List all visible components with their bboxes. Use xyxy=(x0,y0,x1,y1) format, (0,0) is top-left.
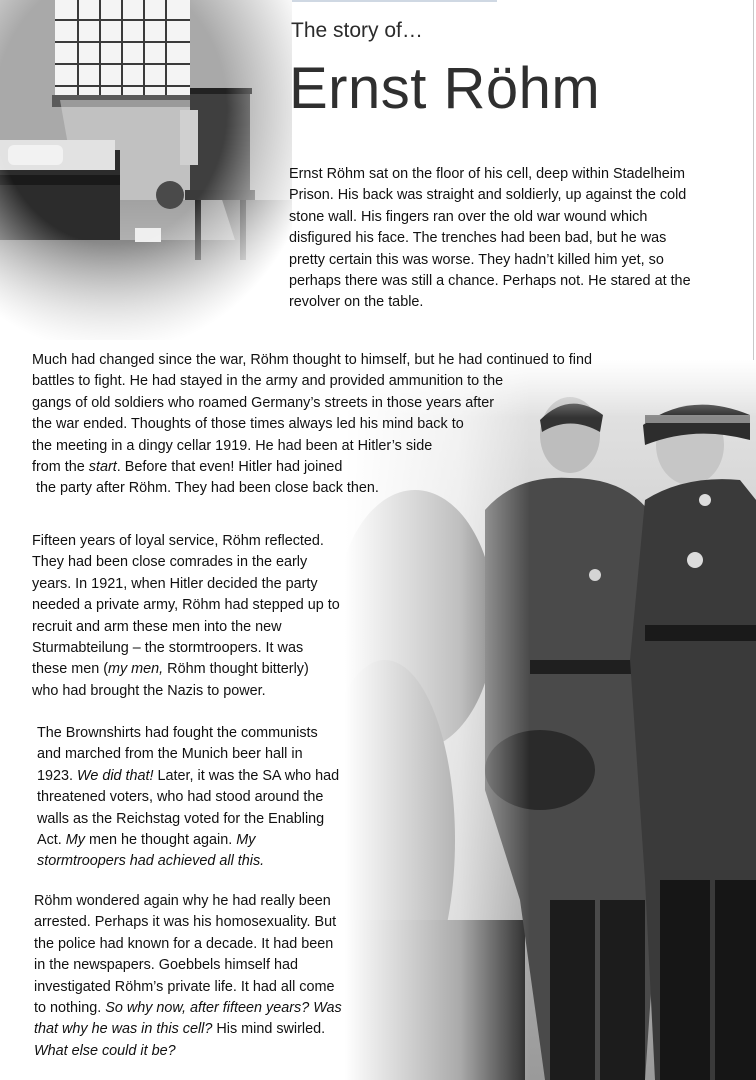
text-run: men he thought again. xyxy=(84,832,237,849)
paragraph-loyal-service xyxy=(32,531,340,702)
text-line: stone wall. His fingers ran over the old war wound which xyxy=(289,208,648,225)
text-line xyxy=(37,851,339,872)
italic-text: start xyxy=(88,459,117,476)
text-line: needed a private army, Röhm had stepped up to xyxy=(32,597,340,614)
text-line: the war ended. Thoughts of those times always led his mind back to xyxy=(32,416,464,433)
text-line xyxy=(34,1019,342,1040)
text-run: Röhm thought bitterly) xyxy=(163,661,309,678)
text-line: the meeting in a dingy cellar 1919. He had been at Hitler’s side xyxy=(32,437,433,454)
text-line: The Brownshirts had fought the communists xyxy=(37,725,318,741)
top-rule xyxy=(257,0,497,2)
italic-text: stormtroopers had achieved all this. xyxy=(37,853,265,870)
italic-text: My xyxy=(65,832,85,849)
paragraph-cell-intro xyxy=(289,164,691,314)
text-run: from the xyxy=(32,459,89,476)
text-line xyxy=(37,830,339,851)
text-line: Röhm wondered again why he had really been xyxy=(34,893,331,909)
text-line: who had brought the Nazis to power. xyxy=(32,682,266,699)
italic-text: We did that! xyxy=(77,767,154,784)
text-line xyxy=(37,766,339,787)
text-line: They had been close comrades in the early xyxy=(32,554,308,571)
text-line: revolver on the table. xyxy=(289,294,424,311)
text-run: . Before that even! Hitler had joined xyxy=(116,459,343,476)
paragraph-arrest xyxy=(34,891,342,1062)
text-run: His mind swirled. xyxy=(212,1021,326,1038)
prison-cell-photo xyxy=(0,0,292,340)
text-line: Sturmabteilung – the stormtroopers. It was xyxy=(32,640,304,657)
text-line xyxy=(34,998,342,1019)
text-line: the party after Röhm. They had been close back then. xyxy=(32,480,379,497)
text-run: these men ( xyxy=(32,661,108,678)
text-line: Prison. His back was straight and soldierly, up against the cold xyxy=(289,187,687,204)
text-run: 1923. xyxy=(37,767,78,784)
text-line: recruit and arm these men into the new xyxy=(32,618,282,635)
text-line: and marched from the Munich beer hall in xyxy=(37,746,303,763)
text-run: Later, it was the SA who had xyxy=(153,767,340,784)
italic-text: What else could it be? xyxy=(34,1042,176,1059)
text-line: in the newspapers. Goebbels himself had xyxy=(34,957,298,974)
text-line: Much had changed since the war, Röhm thought to himself, but he had continued to find xyxy=(32,352,592,368)
italic-text: My xyxy=(236,832,256,849)
text-line: investigated Röhm’s private life. It had all come xyxy=(34,978,335,995)
text-line: walls as the Reichstag voted for the Enabling xyxy=(37,810,325,827)
paragraph-after-war xyxy=(32,350,592,500)
text-line: Ernst Röhm sat on the floor of his cell, deep within Stadelheim xyxy=(289,166,685,182)
page-title: Ernst Röhm xyxy=(289,56,601,121)
text-line: Fifteen years of loyal service, Röhm reflected. xyxy=(32,533,324,549)
prison-cell-illustration xyxy=(0,0,292,340)
italic-text: So why now, after fifteen years? Was xyxy=(105,1000,342,1017)
text-line: pretty certain this was worse. They hadn’t killed him yet, so xyxy=(289,251,664,268)
text-line: the police had known for a decade. It had been xyxy=(34,935,334,952)
text-run: to nothing. xyxy=(34,1000,106,1017)
text-line: gangs of old soldiers who roamed Germany’s streets in those years after xyxy=(32,394,495,411)
text-line xyxy=(32,659,340,680)
text-line: perhaps there was still a chance. Perhaps not. He stared at the xyxy=(289,273,691,290)
text-line: battles to fight. He had stayed in the army and provided ammunition to the xyxy=(32,373,504,390)
text-line xyxy=(32,457,592,478)
italic-text: my men, xyxy=(108,661,164,678)
text-line: arrested. Perhaps it was his homosexuality. But xyxy=(34,914,337,931)
text-line xyxy=(34,1041,342,1062)
italic-text: that why he was in this cell? xyxy=(34,1021,213,1038)
text-line: threatened voters, who had stood around the xyxy=(37,789,324,806)
text-line: disfigured his face. The trenches had been bad, but he was xyxy=(289,230,667,247)
paragraph-brownshirts xyxy=(37,723,339,873)
story-kicker: The story of… xyxy=(291,19,423,42)
text-run: Act. xyxy=(37,832,66,849)
text-line: years. In 1921, when Hitler decided the party xyxy=(32,575,318,592)
